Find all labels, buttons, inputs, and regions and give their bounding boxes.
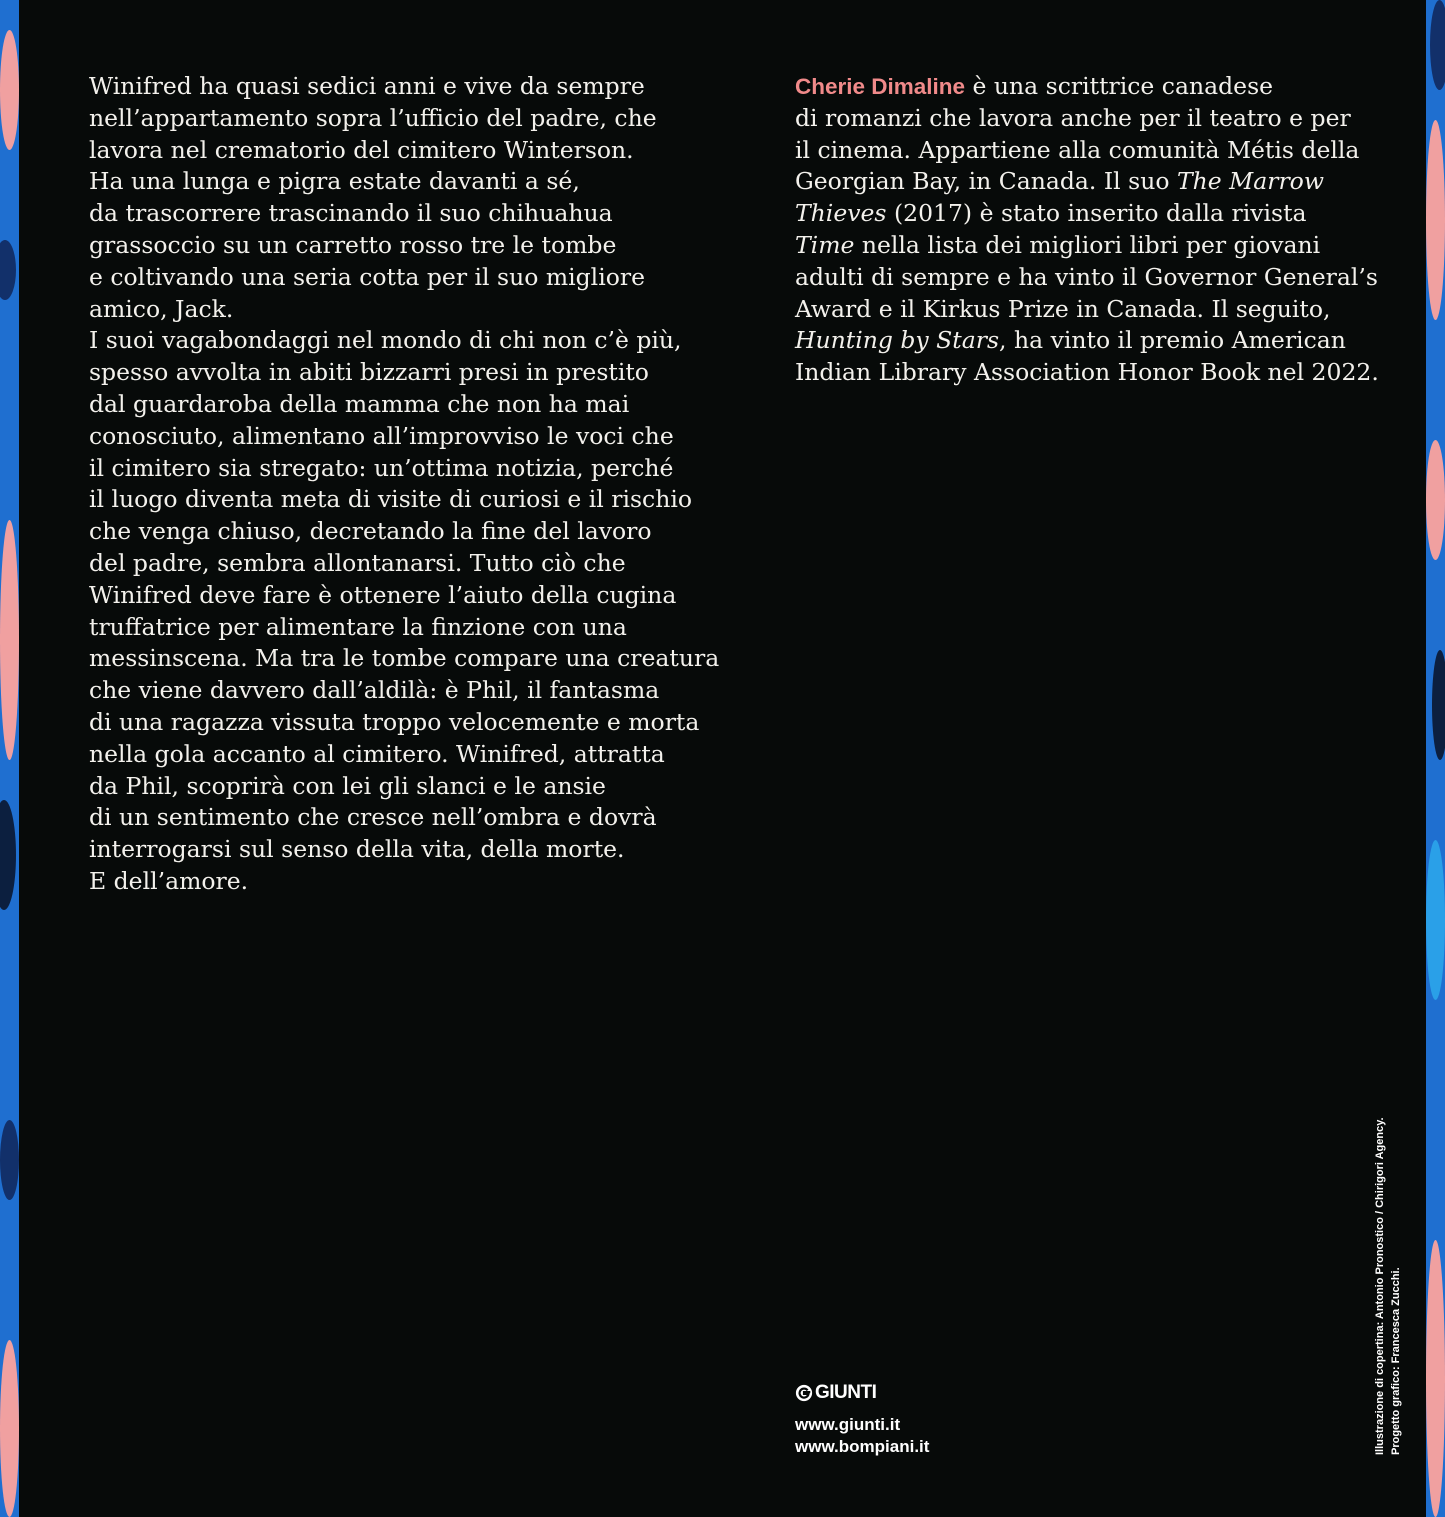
bio-line xyxy=(795,166,1395,198)
synopsis-line: messinscena. Ma tra le tombe compare una creatura xyxy=(89,644,720,673)
synopsis-line: Ha una lunga e pigra estate davanti a sé, xyxy=(89,167,580,196)
bio-line: di romanzi che lavora anche per il teatro e per xyxy=(795,103,1351,132)
bio-line xyxy=(795,230,1395,262)
synopsis-line: truffatrice per alimentare la finzione con una xyxy=(89,612,627,641)
design-credit: Progetto grafico: Francesca Zucchi. xyxy=(1390,1267,1402,1455)
synopsis-line: che viene davvero dall’aldilà: è Phil, il fantasma xyxy=(89,676,660,705)
synopsis-line: da trascorrere trascinando il suo chihuahua xyxy=(89,199,613,228)
synopsis-line: del padre, sembra allontanarsi. Tutto ciò che xyxy=(89,548,626,577)
synopsis-line: I suoi vagabondaggi nel mondo di chi non c’è più, xyxy=(89,326,682,355)
synopsis-line: spesso avvolta in abiti bizzarri presi in prestito xyxy=(89,358,649,387)
publisher-links xyxy=(795,1414,929,1458)
synopsis-line: da Phil, scoprirà con lei gli slanci e le ansie xyxy=(89,771,606,800)
bio-text: Georgian Bay, in Canada. Il suo xyxy=(795,167,1177,196)
synopsis-line: di un sentimento che cresce nell’ombra e dovrà xyxy=(89,803,657,832)
bio-line xyxy=(795,198,1395,230)
synopsis-line: E dell’amore. xyxy=(89,866,249,895)
book-title: Hunting by Stars xyxy=(795,326,1000,355)
bio-line: adulti di sempre e ha vinto il Governor General’s xyxy=(795,262,1378,291)
bio-line xyxy=(795,71,1395,103)
synopsis-line: interrogarsi sul senso della vita, della morte. xyxy=(89,835,625,864)
publisher-logo-text: GIUNTI xyxy=(815,1382,877,1403)
synopsis-line: grassoccio su un carretto rosso tre le tombe xyxy=(89,230,617,259)
synopsis-line: nella gola accanto al cimitero. Winifred, attratta xyxy=(89,739,665,768)
cover-credits xyxy=(1372,1117,1404,1455)
synopsis-line: e coltivando una seria cotta per il suo migliore xyxy=(89,262,646,291)
synopsis-line: nell’appartamento sopra l’ufficio del padre, che xyxy=(89,103,657,132)
synopsis-line: Winifred deve fare è ottenere l’aiuto della cugina xyxy=(89,580,677,609)
synopsis-text xyxy=(89,71,720,898)
synopsis-line: conosciuto, alimentano all’improvviso le voci che xyxy=(89,421,674,450)
bio-line: il cinema. Appartiene alla comunità Métis della xyxy=(795,135,1360,164)
magazine-title: Time xyxy=(795,230,855,259)
book-title: The Marrow xyxy=(1176,167,1324,196)
synopsis-line: amico, Jack. xyxy=(89,294,234,323)
bio-text: è una scrittrice canadese xyxy=(965,72,1274,100)
bompiani-url[interactable]: www.bompiani.it xyxy=(795,1437,930,1456)
author-name: Cherie Dimaline xyxy=(795,74,966,99)
bio-text: nella lista dei migliori libri per giovani xyxy=(854,230,1321,259)
author-bio xyxy=(795,71,1395,389)
synopsis-line: che venga chiuso, decretando la fine del lavoro xyxy=(89,517,652,546)
bio-line: Indian Library Association Honor Book nel 2022. xyxy=(795,358,1379,387)
left-decorative-edge xyxy=(0,0,19,1517)
synopsis-line: lavora nel crematorio del cimitero Winterson. xyxy=(89,135,634,164)
giunti-url[interactable]: www.giunti.it xyxy=(795,1415,901,1434)
right-decorative-edge xyxy=(1426,0,1445,1517)
synopsis-line: Winifred ha quasi sedici anni e vive da sempre xyxy=(89,72,645,100)
publisher-logo xyxy=(795,1380,876,1406)
illustration-credit: Illustrazione di copertina: Antonio Pronostico / Chirigori Agency. xyxy=(1374,1117,1386,1455)
synopsis-line: il luogo diventa meta di visite di curiosi e il rischio xyxy=(89,485,693,514)
book-title: Thieves xyxy=(795,199,887,228)
bio-text: , ha vinto il premio American xyxy=(999,326,1346,355)
synopsis-line: il cimitero sia stregato: un’ottima notizia, perché xyxy=(89,453,674,482)
synopsis-line: di una ragazza vissuta troppo velocemente e morta xyxy=(89,707,700,736)
bio-text: (2017) è stato inserito dalla rivista xyxy=(886,199,1307,228)
giunti-logo-icon xyxy=(795,1384,813,1402)
bio-line xyxy=(795,325,1395,357)
bio-line: Award e il Kirkus Prize in Canada. Il seguito, xyxy=(795,294,1331,323)
synopsis-line: dal guardaroba della mamma che non ha mai xyxy=(89,389,630,418)
